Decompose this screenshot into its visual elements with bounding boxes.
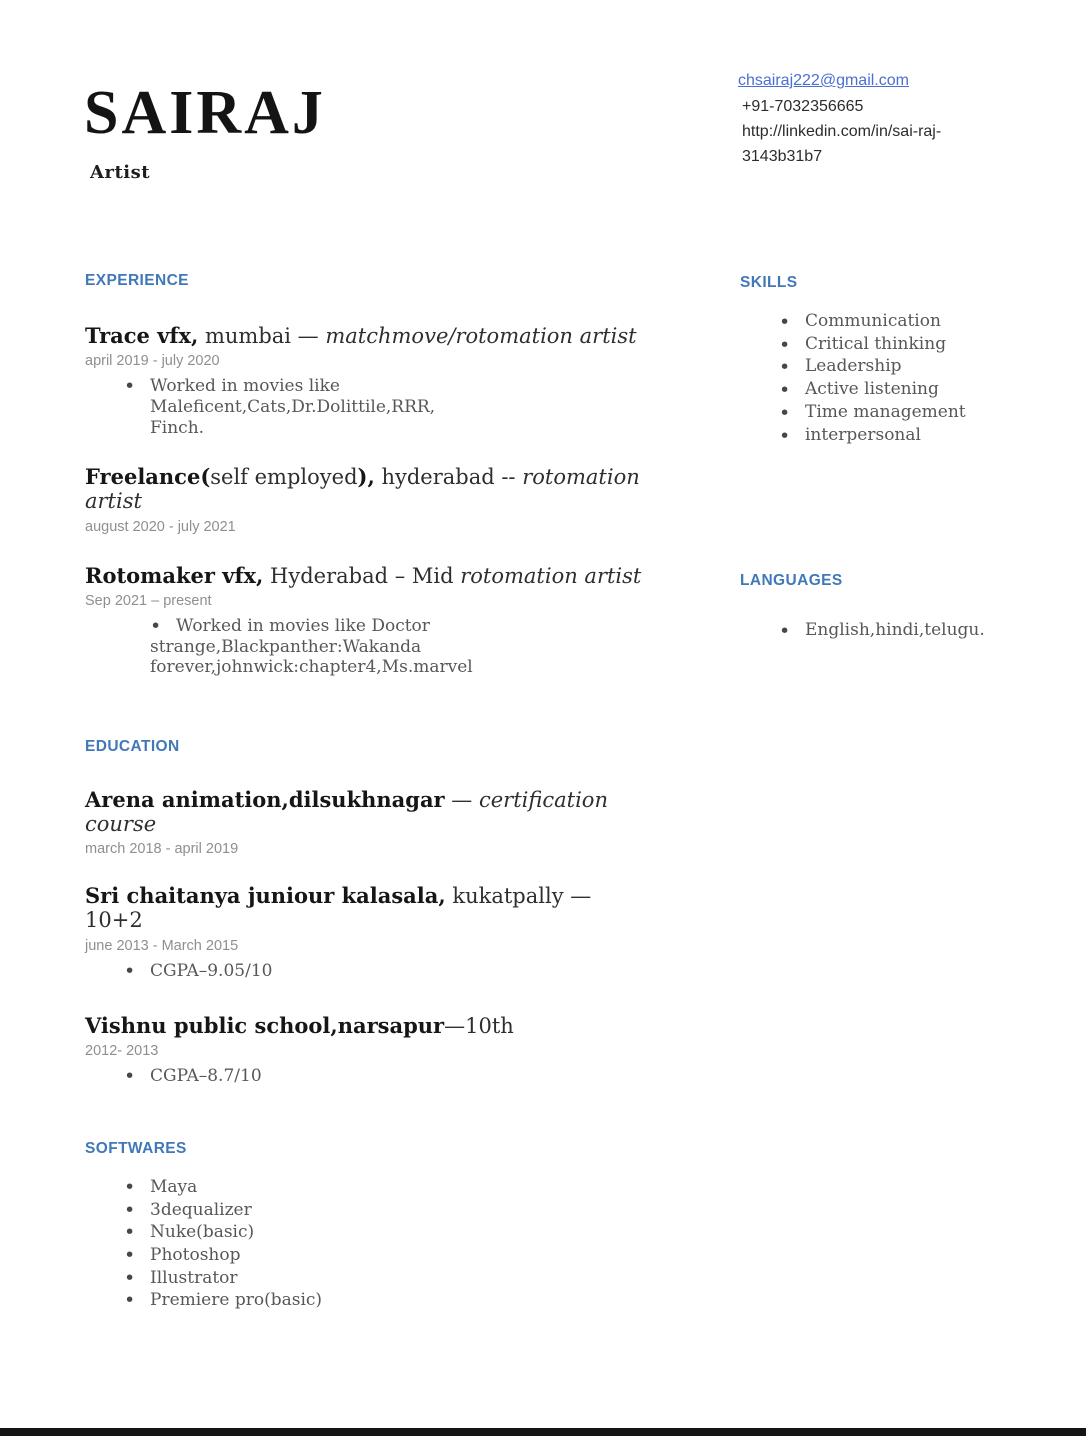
entry-location: hyderabad -- <box>374 465 523 490</box>
education-heading: EDUCATION <box>85 737 180 755</box>
skill-item: • Active listening <box>777 380 1060 400</box>
employer-name: Trace vfx, <box>85 323 199 348</box>
software-item: • Illustrator <box>122 1269 650 1289</box>
skill-item: • Leadership <box>777 357 1060 377</box>
entry-detail: self employed <box>210 465 358 490</box>
job-title: Artist <box>90 162 151 183</box>
entry-detail-bold: ), <box>357 464 375 490</box>
software-item: • Premiere pro(basic) <box>122 1291 650 1311</box>
footer-bar <box>0 1428 1086 1436</box>
skills-list <box>740 312 1060 445</box>
email-link[interactable]: chsairaj222@gmail.com <box>738 72 909 89</box>
skill-item: • Critical thinking <box>777 335 1060 355</box>
entry-bullets <box>85 376 650 438</box>
entry-program: —10th <box>444 1014 514 1039</box>
page-title: SAIRAJ <box>84 79 326 147</box>
entry-dates: 2012- 2013 <box>85 1043 159 1060</box>
entry-separator: — <box>444 787 479 812</box>
cgpa-item: • CGPA–9.05/10 <box>122 961 650 982</box>
entry-title <box>85 324 650 348</box>
skills-heading: SKILLS <box>740 274 798 291</box>
cgpa-item: • CGPA–8.7/10 <box>122 1066 650 1087</box>
school-name: Vishnu public school,narsapur <box>85 1013 445 1039</box>
school-name: Sri chaitanya juniour kalasala, <box>85 883 446 909</box>
skill-item: • interpersonal <box>777 426 1060 446</box>
education-entry <box>85 788 650 857</box>
experience-heading: EXPERIENCE <box>85 272 189 289</box>
entry-role: rotomation artist <box>85 465 640 514</box>
education-section <box>85 738 650 1087</box>
education-entry <box>85 1014 650 1087</box>
entry-program: certification course <box>85 787 608 837</box>
experience-entry <box>85 564 650 678</box>
list-item: • Worked in movies like Doctor strange,Blackpanther:Wakanda forever,johnwick:chapter4,Ms.marvel <box>122 616 457 678</box>
experience-entry <box>85 324 650 438</box>
entry-title <box>85 884 650 932</box>
entry-title <box>85 564 650 588</box>
entry-location: mumbai — <box>198 324 326 348</box>
entry-bullets <box>85 616 650 678</box>
experience-entry <box>85 465 650 534</box>
education-entry <box>85 884 650 981</box>
entry-dates: Sep 2021 – present <box>85 592 212 609</box>
employer-name: Freelance( <box>85 464 211 490</box>
left-column <box>85 272 650 1311</box>
experience-section <box>85 272 650 678</box>
language-item: • English,hindi,telugu. <box>777 621 1060 641</box>
right-column <box>740 274 1060 641</box>
skill-item: • Time management <box>777 403 1060 423</box>
entry-dates: august 2020 - july 2021 <box>85 518 236 535</box>
employer-name: Rotomaker vfx, <box>85 562 264 588</box>
languages-list <box>740 621 1060 641</box>
software-item: • Photoshop <box>122 1246 650 1266</box>
entry-bullets <box>85 1066 650 1087</box>
list-item: • Worked in movies like Maleficent,Cats,Dr.Dolittile,RRR, Finch. <box>122 376 457 438</box>
entry-dates: march 2018 - april 2019 <box>85 841 239 858</box>
entry-dates: april 2019 - july 2020 <box>85 353 220 370</box>
entry-program: kukatpally — 10+2 <box>85 884 592 933</box>
school-name: Arena animation,dilsukhnagar <box>85 786 445 812</box>
linkedin-url: http://linkedin.com/in/sai-raj-3143b31b7 <box>742 123 942 165</box>
software-item: • Maya <box>122 1178 650 1198</box>
entry-role: rotomation artist <box>460 563 642 588</box>
softwares-list <box>85 1178 650 1311</box>
languages-section <box>740 572 1060 641</box>
entry-role: matchmove/rotomation artist <box>325 324 637 348</box>
entry-dates: june 2013 - March 2015 <box>85 937 239 954</box>
languages-heading: LANGUAGES <box>740 572 843 590</box>
softwares-section <box>85 1140 650 1311</box>
entry-bullets <box>85 961 650 982</box>
contact-block <box>738 68 1000 169</box>
entry-title <box>85 788 650 836</box>
software-item: • Nuke(basic) <box>122 1223 650 1243</box>
phone-number: +91-7032356665 <box>742 98 864 115</box>
skill-item: • Communication <box>777 312 1060 332</box>
softwares-heading: SOFTWARES <box>85 1140 187 1158</box>
entry-title <box>85 465 650 513</box>
software-item: • 3dequalizer <box>122 1201 650 1221</box>
entry-title <box>85 1014 650 1038</box>
skills-section <box>740 274 1060 445</box>
entry-location: Hyderabad – Mid <box>263 563 461 588</box>
